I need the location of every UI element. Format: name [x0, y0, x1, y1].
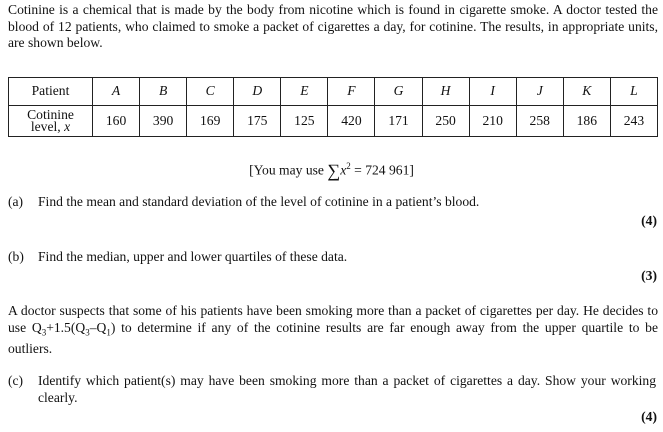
patient-cell: F	[328, 78, 375, 106]
question-text: Identify which patient(s) may have been smoking more than a packet of cigarettes a day. Show your working clearly.	[38, 373, 656, 405]
hint-line: [You may use $\sum x^2 = 724$ 961]	[249, 160, 414, 181]
level-row	[9, 106, 658, 137]
question-text: Find the median, upper and lower quartiles of these data.	[38, 249, 348, 264]
patient-cell: D	[234, 78, 281, 106]
patient-cell: G	[375, 78, 422, 106]
level-cell: 175	[234, 106, 281, 137]
level-cell: 160	[93, 106, 140, 137]
level-cell: 186	[563, 106, 610, 137]
patient-cell: E	[281, 78, 328, 106]
patient-cell: B	[140, 78, 187, 106]
patient-row	[9, 78, 658, 106]
patient-cell: I	[469, 78, 516, 106]
patient-cell: L	[610, 78, 657, 106]
marks-a: (4)	[641, 213, 657, 228]
level-cell: 258	[516, 106, 563, 137]
level-cell: 125	[281, 106, 328, 137]
question-b	[8, 249, 658, 266]
marks-b: (3)	[641, 268, 657, 283]
level-cell: 250	[422, 106, 469, 137]
level-cell: 210	[469, 106, 516, 137]
question-text: Find the mean and standard deviation of the level of cotinine in a patient’s blood.	[38, 194, 480, 209]
marks-c: (4)	[641, 409, 657, 424]
level-cell: 390	[140, 106, 187, 137]
patient-cell: K	[563, 78, 610, 106]
question-label: (c)	[8, 373, 24, 388]
question-a	[8, 194, 658, 211]
cotinine-table	[8, 77, 658, 137]
patient-cell: C	[187, 78, 234, 106]
intro-paragraph: Cotinine is a chemical that is made by the body from nicotine which is found in cigarette smoke. A doctor tested the blood of 12 patients, who claimed to smoke a packet of cigarettes a day, for cotinine. The results, in appropriate units, are shown below.	[8, 2, 658, 50]
patient-cell: J	[516, 78, 563, 106]
question-c	[8, 373, 658, 406]
level-cell: 420	[328, 106, 375, 137]
level-cell: 171	[375, 106, 422, 137]
patient-cell: A	[93, 78, 140, 106]
question-label: (a)	[8, 194, 24, 209]
level-header: Cotinine level, x	[9, 106, 93, 137]
doctor-paragraph: A doctor suspects that some of his patients have been smoking more than a packet of cigarettes per day. He decides to use $Q_3+1.5(Q_3-Q_1)$ to determine if any of the cotinine results are far enough away from the upper quartile to be outliers.	[8, 303, 659, 356]
patient-cell: H	[422, 78, 469, 106]
patient-header: Patient	[9, 78, 93, 106]
level-cell: 169	[187, 106, 234, 137]
level-cell: 243	[610, 106, 657, 137]
question-label: (b)	[8, 249, 24, 264]
